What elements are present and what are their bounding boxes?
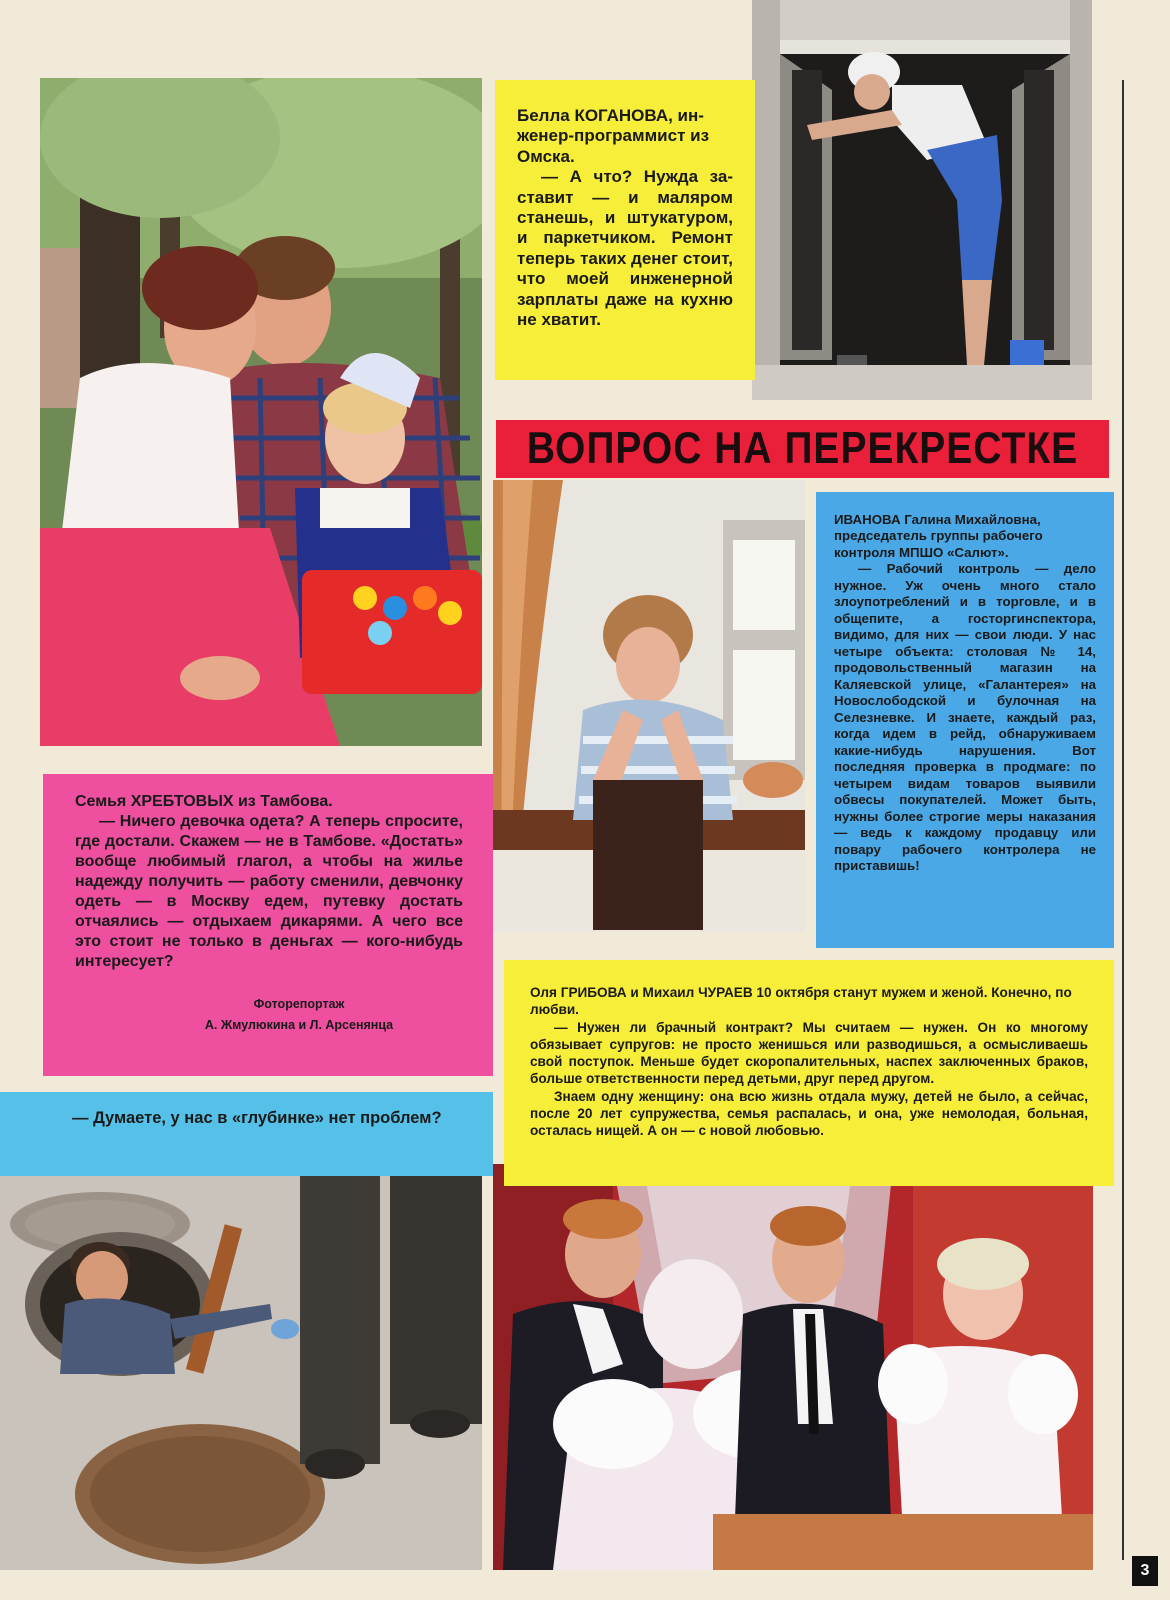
family-panel	[43, 774, 493, 1076]
bella-koganova-panel	[495, 80, 755, 380]
ivanova-photo	[493, 480, 805, 932]
bella-quote: — А что? Нужда заставит — и маляром станешь, и штукатуром, и паркетчиком. Ремонт теперь таких денег стоит, что моей инженерной зарплаты даже на кухню не хватит.	[517, 167, 733, 329]
olya-name-line: Оля ГРИБОВА и Михаил ЧУРАЕВ 10 октября станут мужем и женой. Конечно, по любви.	[530, 985, 1072, 1018]
photo-credit-names: А. Жмулюкина и Л. Арсенянца	[204, 1018, 394, 1033]
ivanova-quote: — Рабочий контроль — дело нужное. Уж очень много стало злоупотреблений и в торговле, и в общепите, а госторгинспектора, видимо, для них — свои люди. У нас четыре объекта: столовая № 14, продовольственный магазин на Каляевской улице, «Галантерея» на Новослободской и булочная на Селезневке. И знаете, каждый раз, когда идем в рейд, обнаруживаем какие-нибудь нарушения. Вот последняя проверка в продмаге: по четырем видам товаров выявили обвесы покупателей. Может быть, нужны более строгие меры наказания — ведь к каждому продавцу или повару рабочего контролера не пристaвишь!	[834, 561, 1096, 874]
family-name-line: Семья ХРЕБТОВЫХ из Тамбова.	[75, 793, 333, 810]
provincial-quote-panel	[0, 1092, 493, 1176]
right-margin-rule	[1122, 80, 1124, 1560]
family-photo	[40, 78, 482, 746]
provincial-quote: — Думаете, у нас в «глубинке» нет проблем?	[72, 1109, 442, 1127]
family-quote: — Ничего девочка одета? А теперь спросите, где достали. Скажем — не в Тамбове. «Достать» вообще любимый глагол, а чтобы на жилье надежду получить — работу сменили, девчонку одеть — в Москву едем, путевку достать отчаялись — отдыхаем дикарями. А чего все это стоит не только в деньгах — кого-нибудь интересует?	[75, 813, 463, 970]
window-painter-photo	[752, 0, 1092, 400]
ivanova-name-line: ИВАНОВА Галина Михайловна, председатель группы рабочего контроля МПШО «Салют».	[834, 512, 1043, 560]
photo-credit	[75, 994, 463, 1037]
heading-banner	[496, 420, 1109, 478]
photo-credit-label: Фоторепортаж	[253, 997, 345, 1011]
ivanova-panel	[816, 492, 1114, 948]
bella-name-line: Белла КОГАНОВА, инженер-программист из Омска.	[517, 106, 710, 166]
wedding-photo	[493, 1164, 1093, 1570]
olya-mikhail-panel	[504, 960, 1114, 1186]
olya-paragraph-1: — Нужен ли брачный контракт? Мы считаем — нужен. Он ко многому обязывает супругов: не просто женишься или разводишься, а осмысливаешь свой поступок. Меньше будет скоропалительных, наспех заключенных браков, больше ответственности перед детьми, друг перед другом.	[530, 1019, 1088, 1087]
section-heading: ВОПРОС НА ПЕРЕКРЕСТКЕ	[526, 423, 1079, 474]
page-number: 3	[1132, 1556, 1158, 1586]
manhole-worker-photo	[0, 1164, 482, 1570]
olya-paragraph-2: Знаем одну женщину: она всю жизнь отдала мужу, детей не было, а сейчас, после 20 лет супружества, семья распалась, и она, уже немолодая, больная, осталась нищей. А он — с новой любовью.	[530, 1088, 1088, 1138]
